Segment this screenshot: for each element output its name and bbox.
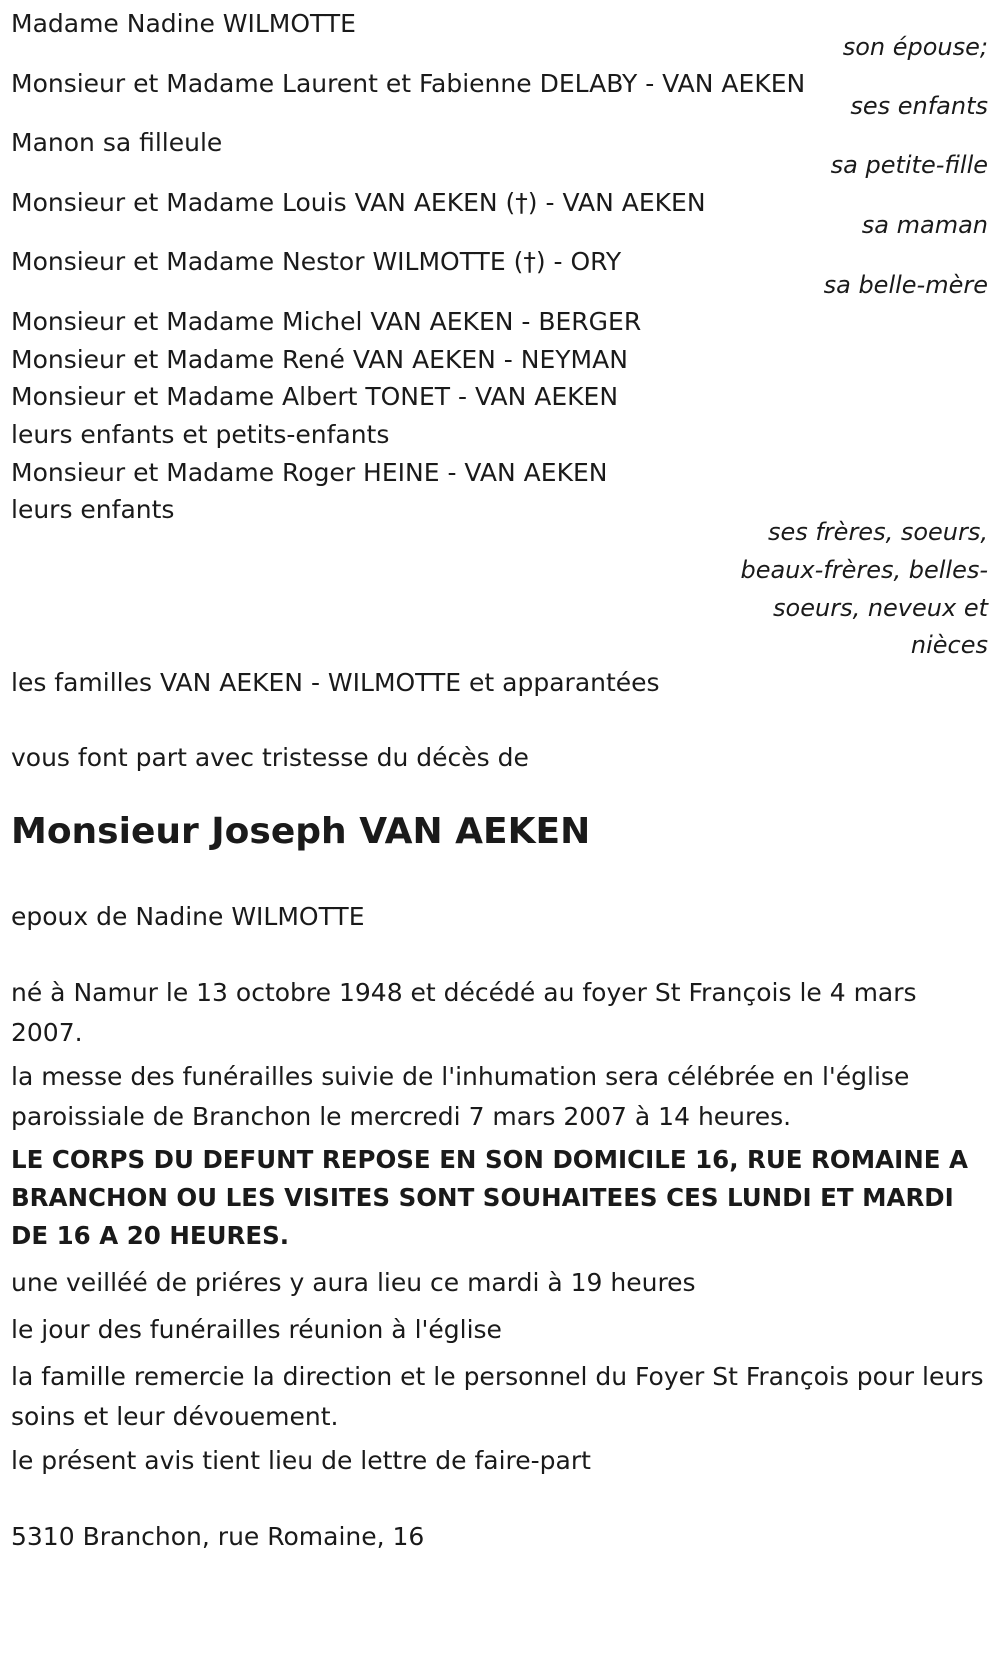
deceased-name: Monsieur Joseph VAN AEKEN	[11, 811, 591, 852]
mother-in-law-name: Monsieur et Madame Nestor WILMOTTE (†) - ORY	[11, 247, 622, 276]
sibling-line: Monsieur et Madame Roger HEINE - VAN AEKEN	[11, 458, 608, 487]
siblings-relation: nièces	[910, 631, 988, 659]
children-relation: ses enfants	[850, 92, 988, 120]
families-line: les familles VAN AEKEN - WILMOTTE et apparantées	[11, 668, 660, 697]
spouse-relation: son épouse;	[842, 33, 988, 61]
siblings-relation: ses frères, soeurs,	[767, 518, 988, 546]
spouse-name: Madame Nadine WILMOTTE	[11, 9, 356, 38]
sibling-line: leurs enfants	[11, 495, 175, 524]
granddaughter-name: Manon sa filleule	[11, 128, 223, 157]
mother-relation: sa maman	[861, 211, 988, 239]
siblings-relation: beaux-frères, belles-	[740, 556, 988, 584]
visits-info: LE CORPS DU DEFUNT REPOSE EN SON DOMICILE 16, RUE ROMAINE A BRANCHON OU LES VISITES SONT SOUHAITEES CES LUNDI ET MARDI DE 16 A 20 HEURES.	[11, 1145, 968, 1250]
children-name: Monsieur et Madame Laurent et Fabienne DELABY - VAN AEKEN	[11, 69, 806, 98]
granddaughter-relation: sa petite-fille	[830, 151, 988, 179]
sibling-line: Monsieur et Madame Albert TONET - VAN AEKEN	[11, 382, 619, 411]
notice: le présent avis tient lieu de lettre de faire-part	[11, 1446, 591, 1475]
sibling-line: Monsieur et Madame René VAN AEKEN - NEYMAN	[11, 345, 628, 374]
funeral-info: la messe des funérailles suivie de l'inhumation sera célébrée en l'église paroissiale de Branchon le mercredi 7 mars 2007 à 14 heures.	[11, 1062, 910, 1131]
sibling-line: Monsieur et Madame Michel VAN AEKEN - BERGER	[11, 307, 642, 336]
mother-in-law-relation: sa belle-mère	[823, 271, 988, 299]
spouse-line: epoux de Nadine WILMOTTE	[11, 902, 365, 931]
birth-death: né à Namur le 13 octobre 1948 et décédé au foyer St François le 4 mars 2007.	[11, 978, 917, 1047]
siblings-relation: soeurs, neveux et	[773, 594, 988, 622]
thanks: la famille remercie la direction et le personnel du Foyer St François pour leurs soins et leur dévouement.	[11, 1362, 984, 1431]
meeting-info: le jour des funérailles réunion à l'église	[11, 1315, 502, 1344]
vigil-info: une veilléé de priéres y aura lieu ce mardi à 19 heures	[11, 1268, 696, 1297]
sibling-line: leurs enfants et petits-enfants	[11, 420, 390, 449]
mother-name: Monsieur et Madame Louis VAN AEKEN (†) - VAN AEKEN	[11, 188, 706, 217]
announcement: vous font part avec tristesse du décès de	[11, 743, 529, 772]
address: 5310 Branchon, rue Romaine, 16	[11, 1522, 425, 1551]
